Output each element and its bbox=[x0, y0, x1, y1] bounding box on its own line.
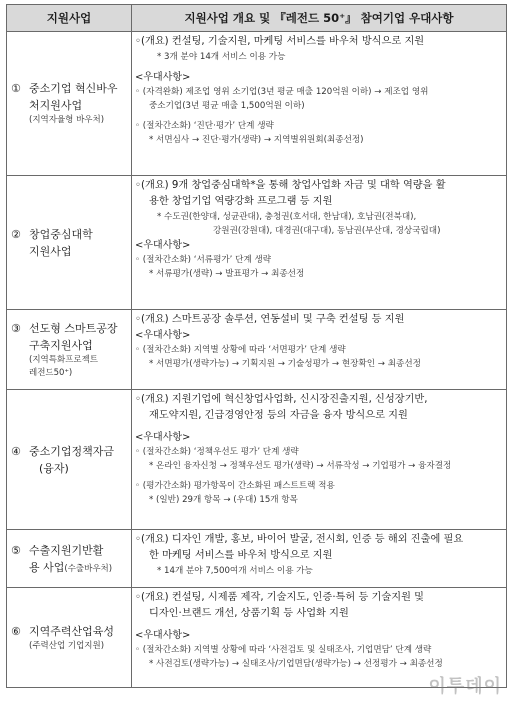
program-cell bbox=[7, 176, 132, 310]
benefit-line: ◦ (절차간소화) ‘서류평가’ 단계 생략 bbox=[135, 255, 272, 265]
header-program: 지원사업 bbox=[7, 5, 132, 32]
note-line: 강원권(강원대), 대경권(대구대), 동남권(부산대, 경상국립대) bbox=[213, 226, 441, 236]
benefit-heading: <우대사항> bbox=[135, 330, 191, 341]
program-subtitle: (주력산업 기업지원) bbox=[29, 640, 105, 651]
row-number: ④ bbox=[11, 444, 21, 458]
program-title: 수출지원기반활 bbox=[29, 543, 104, 557]
program-title: 지역주력산업육성 bbox=[29, 624, 115, 638]
document bbox=[6, 4, 506, 688]
program-subtitle: (지역자율형 바우처) bbox=[29, 115, 105, 125]
program-cell bbox=[7, 32, 132, 176]
table-row bbox=[7, 176, 507, 310]
row-number: ③ bbox=[11, 321, 21, 335]
overview-cell bbox=[132, 390, 507, 530]
note-line: * 서면심사 → 진단·평가(생략) → 지역별위원회(최종선정) bbox=[149, 135, 364, 145]
program-cell bbox=[7, 310, 132, 390]
table-row bbox=[7, 32, 507, 176]
note-line: * 3개 분야 14개 서비스 이용 가능 bbox=[157, 52, 286, 62]
program-title-2: 구축지원사업 bbox=[29, 338, 93, 352]
overview-cell bbox=[132, 310, 507, 390]
program-title: 중소기업정책자금 bbox=[29, 444, 115, 458]
overview-cell bbox=[132, 32, 507, 176]
support-program-table bbox=[6, 4, 507, 688]
benefit-line: ◦ (자격완화) 제조업 영위 소기업(3년 평균 매출 120억원 이하) → 제조업 영위 bbox=[135, 87, 429, 97]
benefit-line: ◦ (절차간소화) 지역별 상황에 따라 ‘사전검토 및 실태조사, 기업면담’ 단계 생략 bbox=[135, 645, 432, 655]
benefit-line: ◦ (절차간소화) ‘정책우선도 평가’ 단계 생략 bbox=[135, 447, 299, 457]
overview-line: ◦(개요) 9개 창업중심대학*을 통해 창업사업화 자금 및 대학 역량을 활 bbox=[135, 180, 446, 191]
benefit-heading: <우대사항> bbox=[135, 630, 191, 641]
program-subtitle: (지역특화프로젝트 bbox=[29, 354, 99, 365]
overview-line: 용한 창업기업 역량강화 프로그램 등 지원 bbox=[149, 196, 333, 207]
table-header-row bbox=[7, 5, 507, 32]
program-title: 창업중심대학 bbox=[29, 227, 93, 241]
benefit-line: ◦ (절차간소화) 지역별 상황에 따라 ‘서면평가’ 단계 생략 bbox=[135, 345, 346, 355]
overview-cell bbox=[132, 530, 507, 588]
benefit-heading: <우대사항> bbox=[135, 432, 191, 443]
overview-line: ◦(개요) 컨설팅, 시제품 제작, 기술지도, 인증·특허 등 기술지원 및 bbox=[135, 592, 425, 603]
program-cell bbox=[7, 530, 132, 588]
watermark-logo: 이투데이 bbox=[428, 676, 502, 697]
program-title-2: 지원사업 bbox=[29, 244, 72, 258]
program-title-2: 용 사업 bbox=[29, 560, 65, 574]
benefit-heading: <우대사항> bbox=[135, 72, 191, 83]
program-subtitle: (수출바우처) bbox=[64, 563, 113, 574]
overview-line: ◦(개요) 디자인 개발, 홍보, 바이어 발굴, 전시회, 인증 등 해외 진출에 필요 bbox=[135, 534, 464, 545]
note-line: * 서류평가(생략) → 발표평가 → 최종선정 bbox=[149, 269, 305, 279]
benefit-line: 중소기업(3년 평균 매출 1,500억원 이하) bbox=[149, 101, 305, 111]
note-line: * 서면평가(생략가능) → 기획지원 → 기술성평가 → 현장확인 → 최종선정 bbox=[149, 359, 421, 369]
row-number: ⑥ bbox=[11, 624, 21, 638]
overview-line: ◦(개요) 컨설팅, 기술지원, 마케팅 서비스를 바우처 방식으로 지원 bbox=[135, 36, 425, 47]
program-subtitle-2: 레전드50⁺) bbox=[29, 367, 73, 378]
row-number: ① bbox=[11, 82, 21, 95]
note-line: * 수도권(한양대, 성균관대), 충청권(호서대, 한남대), 호남권(전북대), bbox=[157, 212, 417, 222]
benefit-heading: <우대사항> bbox=[135, 240, 191, 251]
overview-line: 디자인·브랜드 개선, 상품기획 등 사업화 지원 bbox=[149, 608, 349, 619]
overview-line: 재도약지원, 긴급경영안정 등의 자금을 융자 방식으로 지원 bbox=[149, 410, 408, 421]
program-title: 선도형 스마트공장 bbox=[29, 321, 118, 335]
row-number: ⑤ bbox=[11, 543, 21, 557]
program-cell bbox=[7, 588, 132, 688]
program-title: 중소기업 혁신바우 bbox=[29, 82, 118, 95]
program-title-2: (융자) bbox=[39, 461, 69, 475]
header-overview: 지원사업 개요 및 『레전드 50⁺』 참여기업 우대사항 bbox=[132, 5, 507, 32]
table-row bbox=[7, 310, 507, 390]
program-title-2: 처지원사업 bbox=[29, 99, 83, 112]
overview-cell bbox=[132, 176, 507, 310]
row-number: ② bbox=[11, 227, 21, 241]
note-line: * 14개 분야 7,500여개 서비스 이용 가능 bbox=[157, 566, 313, 576]
table-row bbox=[7, 390, 507, 530]
benefit-line: ◦ (평가간소화) 평가항목이 간소화된 패스트트랙 적용 bbox=[135, 481, 335, 491]
overview-line: 한 마케팅 서비스를 바우처 방식으로 지원 bbox=[149, 550, 333, 561]
note-line: * (일반) 29개 항목 → (우대) 15개 항목 bbox=[149, 495, 298, 505]
overview-line: ◦(개요) 지원기업에 혁신창업사업화, 신시장진출지원, 신성장기반, bbox=[135, 394, 428, 405]
table-row bbox=[7, 530, 507, 588]
program-cell bbox=[7, 390, 132, 530]
note-line: * 온라인 융자신청 → 정책우선도 평가(생략) → 서류작성 → 기업평가 → 융자결정 bbox=[149, 461, 452, 471]
note-line: * 사전검토(생략가능) → 실태조사/기업면담(생략가능) → 선정평가 → 최종선정 bbox=[149, 659, 443, 669]
benefit-line: ◦ (절차간소화) ‘진단·평가’ 단계 생략 bbox=[135, 121, 274, 131]
overview-line: ◦(개요) 스마트공장 솔루션, 연동설비 및 구축 컨설팅 등 지원 bbox=[135, 314, 405, 325]
